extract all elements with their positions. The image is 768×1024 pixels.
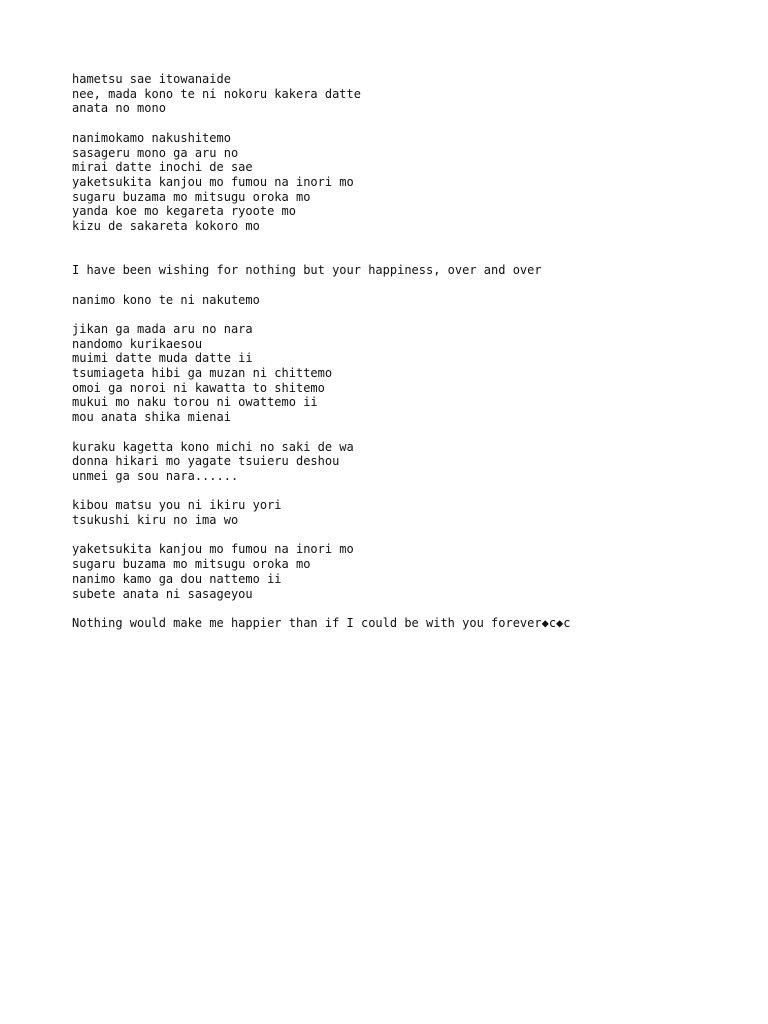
text-line: kuraku kagetta kono michi no saki de wa [72,439,354,454]
text-line: anata no mono [72,101,166,116]
text-line: tsumiageta hibi ga muzan ni chittemo [72,366,333,380]
text-line: nandomo kurikaesou [72,336,203,351]
stanza-5 [72,322,712,425]
text-line: Nothing would make me happier than if I could be with you forever◆c◆c [72,615,571,630]
text-line: nanimo kamo ga dou nattemo ii [72,571,282,586]
text-line: tsukushi kiru no ima wo [72,513,239,527]
text-line: nanimo kono te ni nakutemo [72,292,260,307]
stanza-6 [72,440,712,484]
stanza-9 [72,616,712,631]
text-line: kibou matsu you ni ikiru yori [72,498,282,513]
text-line: sasageru mono ga aru no [72,145,239,160]
lyrics-document [72,72,712,645]
text-line: subete anata ni sasageyou [72,586,253,601]
stanza-8 [72,542,712,601]
text-line: sugaru buzama mo mitsugu oroka mo [72,189,311,204]
stanza-1 [72,72,712,116]
stanza-7 [72,498,712,527]
text-line: yaketsukita kanjou mo fumou na inori mo [72,542,354,557]
text-line: I have been wishing for nothing but your happiness, over and over [72,263,542,278]
text-line: jikan ga mada aru no nara [72,321,253,336]
text-line: mirai datte inochi de sae [72,160,253,175]
text-line: sugaru buzama mo mitsugu oroka mo [72,557,311,572]
stanza-4 [72,293,712,308]
text-line: nee, mada kono te ni nokoru kakera datte [72,86,361,101]
text-line: mou anata shika mienai [72,410,231,425]
stanza-2 [72,131,712,234]
text-line: yanda koe mo kegareta ryoote mo [72,204,296,219]
text-line: omoi ga noroi ni kawatta to shitemo [72,380,325,395]
text-line: yaketsukita kanjou mo fumou na inori mo [72,174,354,189]
text-line: mukui mo naku torou ni owattemo ii [72,395,318,410]
text-line: unmei ga sou nara...... [72,468,239,483]
text-line: nanimokamo nakushitemo [72,130,231,145]
text-line: muimi datte muda datte ii [72,351,253,366]
text-line: donna hikari mo yagate tsuieru deshou [72,454,340,469]
text-line: kizu de sakareta kokoro mo [72,219,260,234]
text-line: hametsu sae itowanaide [72,72,231,86]
stanza-3 [72,263,712,278]
